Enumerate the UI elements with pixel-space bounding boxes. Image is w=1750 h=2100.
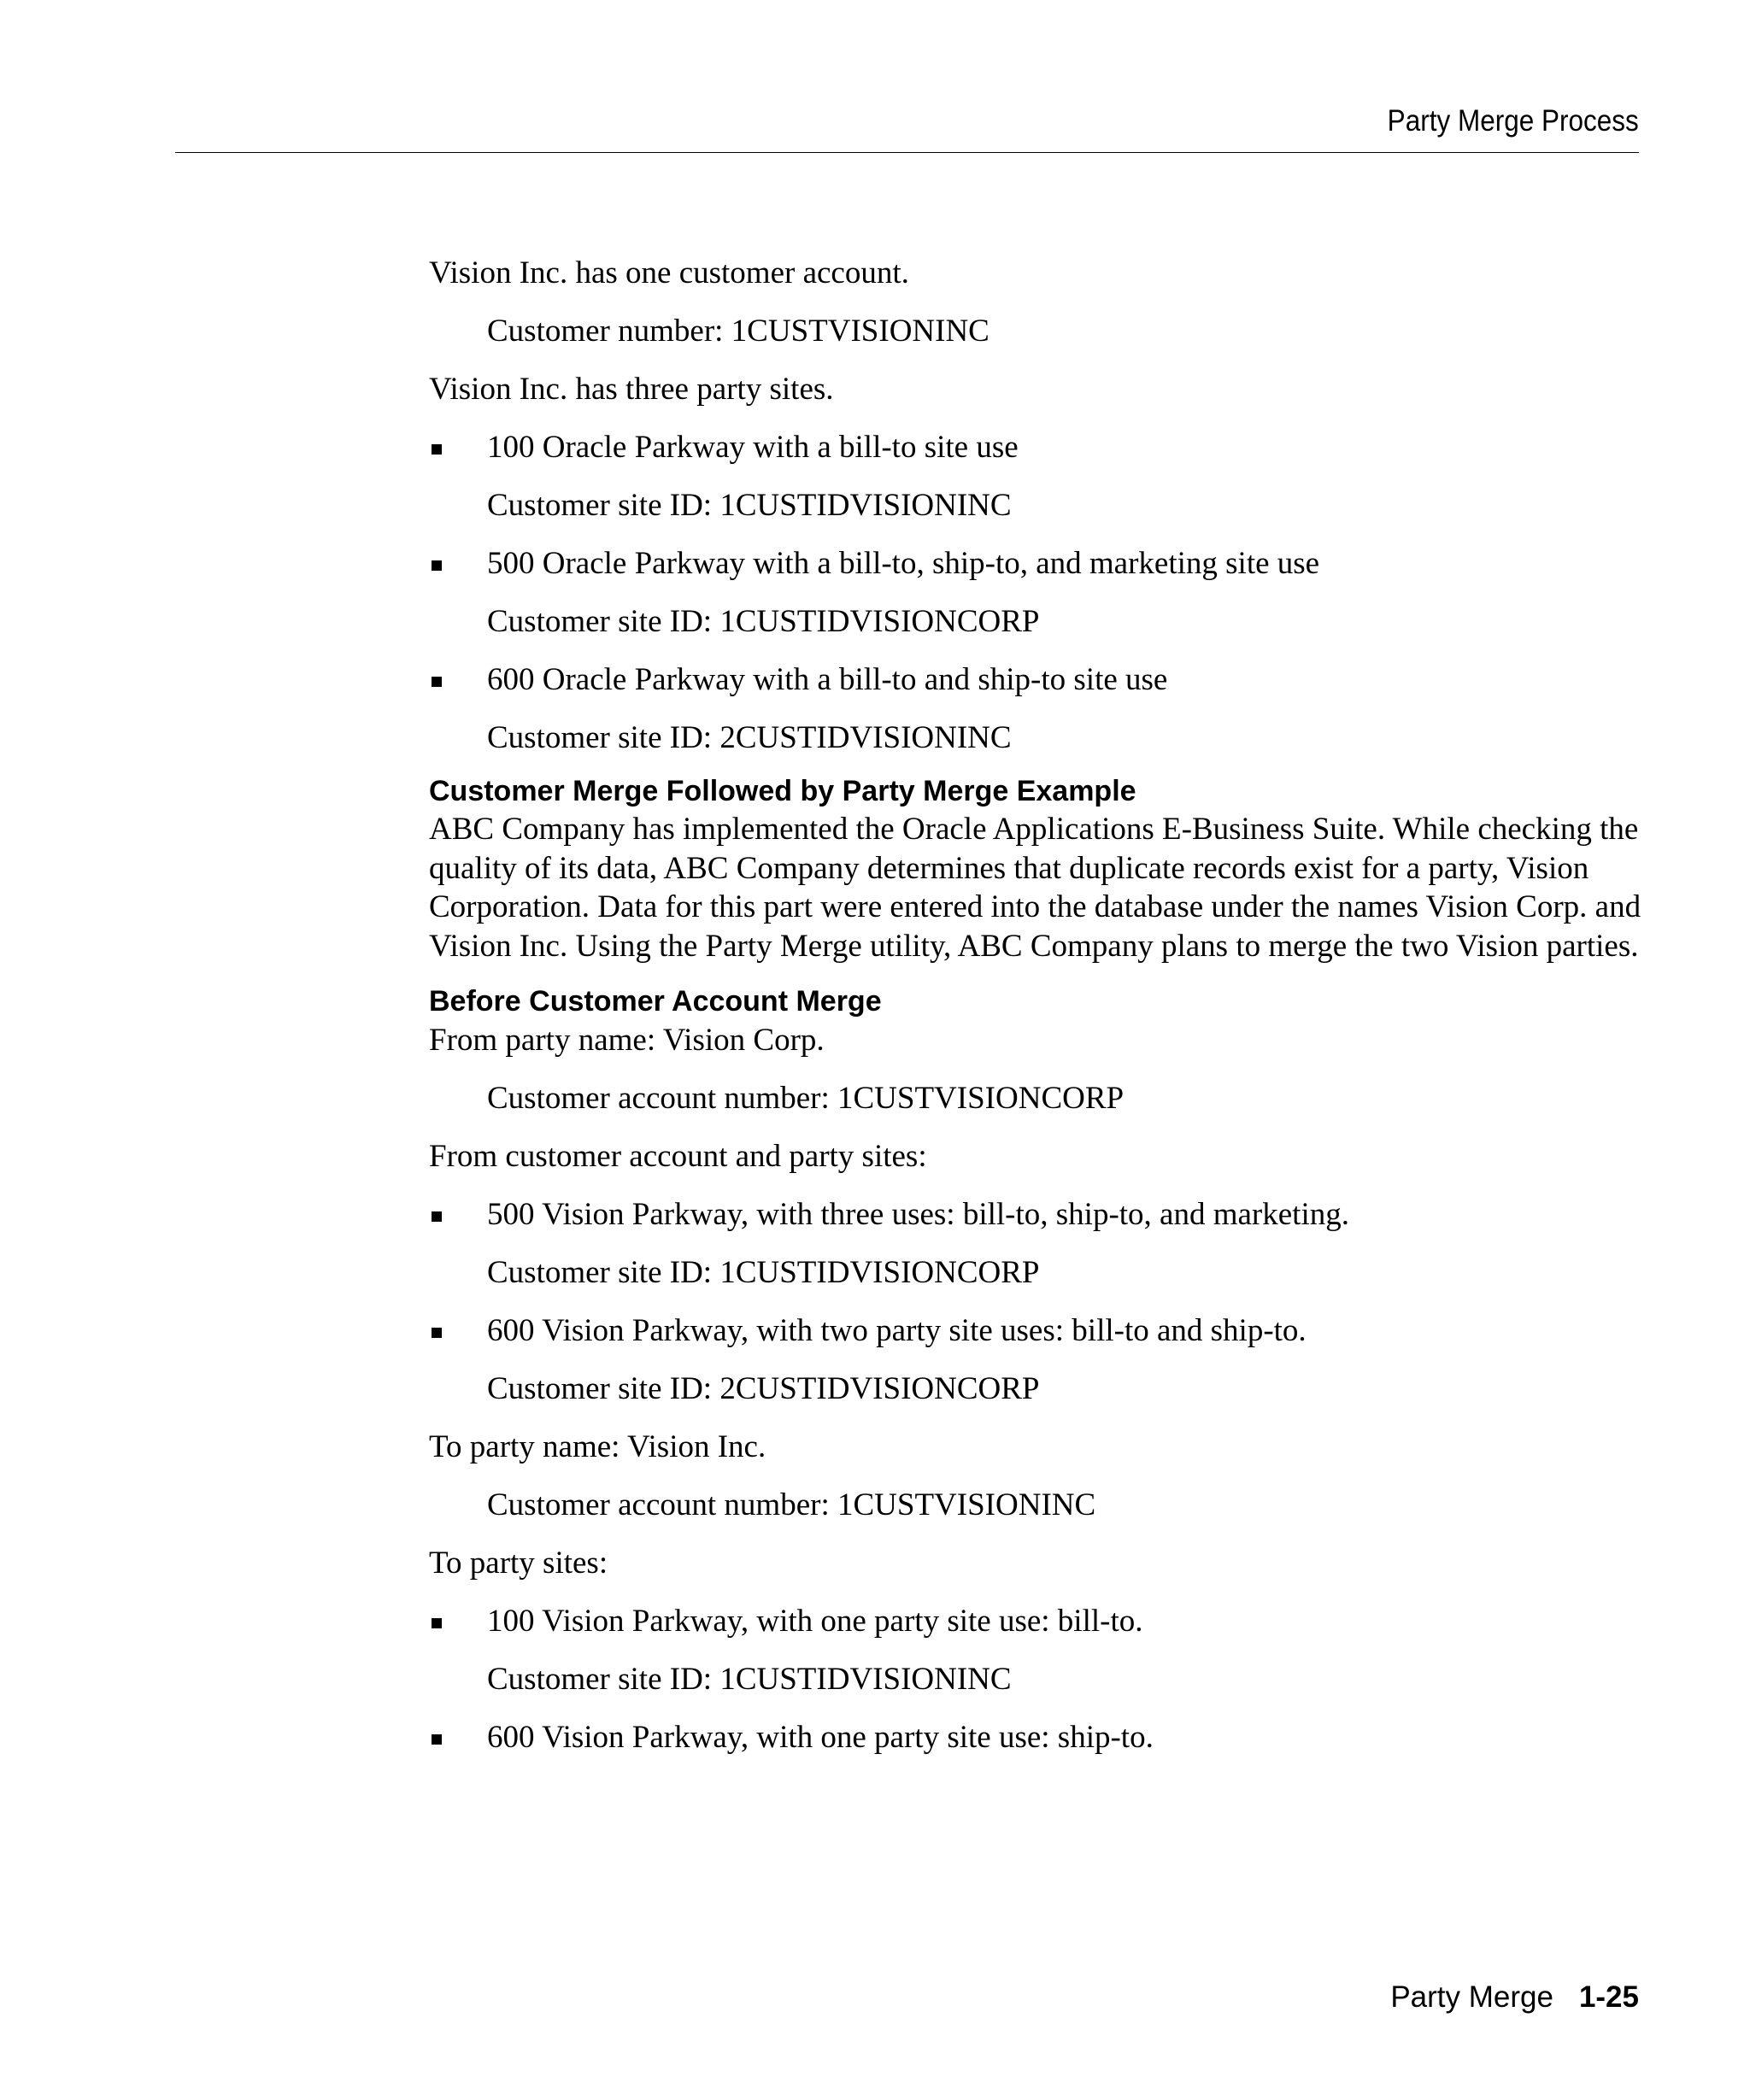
list-item <box>429 535 1642 593</box>
section-before-merge <box>429 983 1642 1767</box>
square-bullet-icon <box>432 1734 442 1745</box>
to-sites-intro: To party sites: <box>429 1546 608 1581</box>
section-customer-merge <box>429 772 1642 965</box>
section-heading: Before Customer Account Merge <box>429 985 882 1018</box>
list-item <box>429 651 1642 709</box>
to-party-line: To party name: Vision Inc. <box>429 1429 766 1464</box>
intro-paragraph: Vision Inc. has one customer account. <box>429 255 909 290</box>
page-number: 1-25 <box>1578 1980 1639 2014</box>
site-id-line: Customer site ID: 1CUSTIDVISIONINC <box>487 1662 1012 1697</box>
site-id-line: Customer site ID: 1CUSTIDVISIONCORP <box>487 604 1040 639</box>
site-id-line: Customer site ID: 2CUSTIDVISIONCORP <box>487 1371 1040 1406</box>
site-id-line: Customer site ID: 1CUSTIDVISIONINC <box>487 488 1012 523</box>
list-item <box>429 1593 1642 1651</box>
from-account-line: Customer account number: 1CUSTVISIONCORP <box>487 1081 1125 1116</box>
square-bullet-icon <box>432 1211 442 1222</box>
main-content <box>429 244 1642 1767</box>
section-paragraph: ABC Company has implemented the Oracle Applications E-Business Suite. While checking the quality of its data, ABC Company determines that duplicate records exist for a party, Vision Corporation. Data for this part were entered into the database under the names Vision Corp. and Vision Inc. Using the Party Merge utility, ABC Company plans to merge the two Vision parties. <box>429 812 1641 964</box>
page-footer <box>1390 1980 1639 2015</box>
footer-chapter-title: Party Merge <box>1390 1980 1553 2014</box>
list-item <box>429 419 1642 477</box>
site-id-line: Customer site ID: 1CUSTIDVISIONCORP <box>487 1255 1040 1290</box>
list-item-text: 100 Vision Parkway, with one party site use: bill-to. <box>487 1604 1143 1639</box>
party-sites-intro: Vision Inc. has three party sites. <box>429 372 834 407</box>
party-sites-list <box>429 419 1642 767</box>
customer-number-line: Customer number: 1CUSTVISIONINC <box>487 314 990 349</box>
list-item-text: 600 Vision Parkway, with two party site uses: bill-to and ship-to. <box>487 1313 1307 1348</box>
running-header: Party Merge Process <box>1387 104 1639 138</box>
to-account-line: Customer account number: 1CUSTVISIONINC <box>487 1487 1096 1522</box>
square-bullet-icon <box>432 1618 442 1628</box>
from-sites-intro: From customer account and party sites: <box>429 1139 927 1174</box>
list-item <box>429 1186 1642 1244</box>
site-id-line: Customer site ID: 2CUSTIDVISIONINC <box>487 720 1012 755</box>
square-bullet-icon <box>432 1328 442 1338</box>
square-bullet-icon <box>432 444 442 455</box>
list-item <box>429 1709 1642 1767</box>
list-item-text: 600 Vision Parkway, with one party site use: ship-to. <box>487 1720 1154 1755</box>
list-item-text: 100 Oracle Parkway with a bill-to site use <box>487 430 1019 465</box>
section-heading: Customer Merge Followed by Party Merge Example <box>429 775 1136 807</box>
square-bullet-icon <box>432 560 442 571</box>
square-bullet-icon <box>432 677 442 687</box>
list-item-text: 600 Oracle Parkway with a bill-to and ship-to site use <box>487 662 1168 697</box>
list-item-text: 500 Oracle Parkway with a bill-to, ship-to, and marketing site use <box>487 546 1320 581</box>
list-item-text: 500 Vision Parkway, with three uses: bill-to, ship-to, and marketing. <box>487 1197 1349 1232</box>
from-party-line: From party name: Vision Corp. <box>429 1023 825 1058</box>
header-rule <box>175 152 1639 153</box>
list-item <box>429 1302 1642 1360</box>
